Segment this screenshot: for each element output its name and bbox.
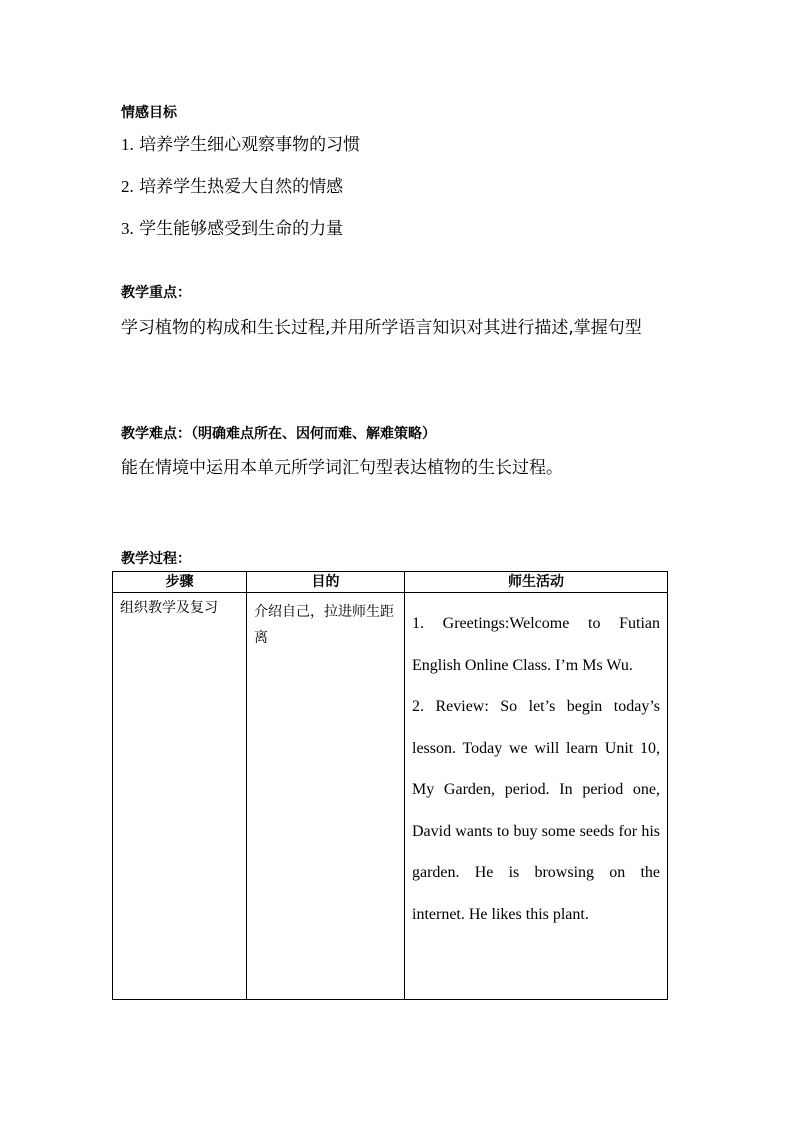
item-number: 3. [121, 219, 134, 238]
item-text: 学生能够感受到生命的力量 [139, 219, 344, 239]
affective-goals-heading: 情感目标 [121, 105, 177, 121]
table-header-row [113, 572, 668, 593]
column-header-activities: 师生活动 [405, 572, 668, 593]
activity-review: 2. Review: So let’s begin today’s lesson. Today we will learn Unit 10, My Garden, period. In period one, David wants to buy some seeds for his garden. He is browsing on the internet. He likes this plant. [412, 698, 660, 923]
process-heading: 教学过程： [121, 551, 191, 567]
key-points-text: 学习植物的构成和生长过程,并用所学语言知识对其进行描述,掌握句型 [121, 318, 642, 338]
process-table [112, 571, 668, 1000]
difficult-points-heading: 教学难点：（明确难点所在、因何而难、解难策略） [121, 426, 436, 442]
activities-cell [405, 593, 668, 1000]
item-text: 培养学生热爱大自然的情感 [139, 177, 344, 197]
column-header-purpose: 目的 [247, 572, 405, 593]
item-text: 培养学生细心观察事物的习惯 [139, 135, 361, 155]
affective-goal-item-1 [121, 133, 360, 157]
item-number: 1. [121, 135, 134, 154]
table-row [113, 593, 668, 1000]
affective-goal-item-2 [121, 175, 343, 199]
item-number: 2. [121, 177, 134, 196]
key-points-heading: 教学重点： [121, 285, 191, 301]
affective-goal-item-3 [121, 217, 343, 241]
purpose-cell: 介绍自己，拉进师生距离 [247, 593, 405, 1000]
difficult-points-text: 能在情境中运用本单元所学词汇句型表达植物的生长过程。 [121, 458, 563, 478]
column-header-step: 步骤 [113, 572, 247, 593]
step-cell: 组织教学及复习 [113, 593, 247, 1000]
activity-greetings: 1. Greetings:Welcome to Futian English Online Class. I’m Ms Wu. [412, 615, 660, 674]
